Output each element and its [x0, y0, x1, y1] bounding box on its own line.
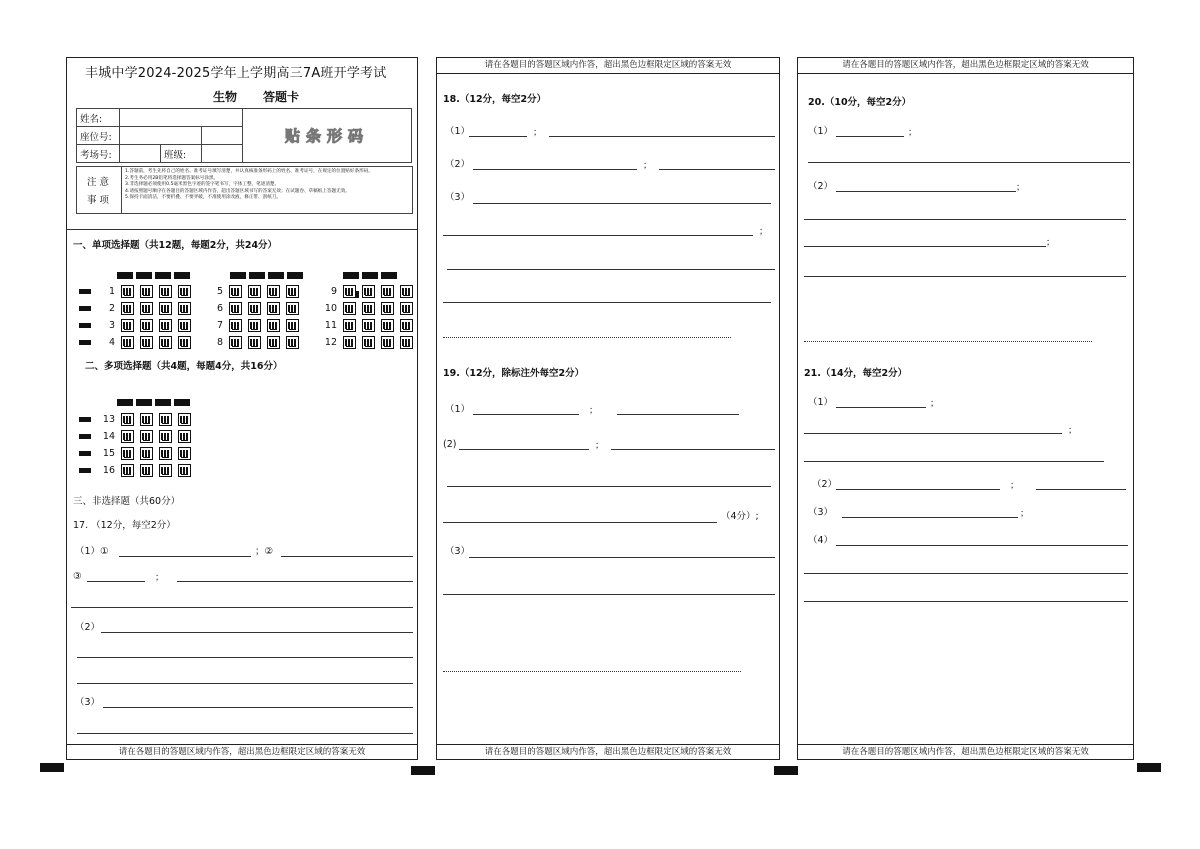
option-a-bubble[interactable] — [121, 302, 134, 315]
q17-answer-line-10[interactable] — [77, 733, 413, 734]
option-a-bubble[interactable] — [121, 447, 134, 460]
option-d-bubble[interactable] — [178, 319, 191, 332]
q21-sep-2: ； — [1068, 426, 1078, 436]
q17-p2: （2） — [75, 622, 101, 633]
mc-row-12[interactable]: 12 — [323, 336, 419, 350]
q21-p2: （2） — [812, 479, 838, 490]
option-b-bubble[interactable] — [248, 302, 261, 315]
notice-line-4: 4.请按照题号顺序在各题目的答题区域内作答，超出答题区域书写的答案无效；在试题卷、草稿纸上答题无效。 — [125, 188, 350, 194]
q21-answer-line-7[interactable] — [836, 545, 1128, 546]
mc-row-13[interactable]: 13 — [79, 413, 197, 427]
q18-p1: （1） — [445, 126, 471, 137]
option-b-bubble[interactable] — [140, 302, 153, 315]
q17-sep2: ； — [155, 573, 165, 583]
notice-line-1: 1.答题前，考生先将自己的姓名、准考证号填写清楚，并认真核准条形码上的姓名、准考证号，在规定的位置贴好条形码。 — [125, 169, 373, 174]
option-b-bubble[interactable] — [140, 285, 153, 298]
room-label: 考场号: — [77, 145, 120, 163]
mc-row-4[interactable]: 4 — [79, 336, 197, 350]
q17-answer-line-2[interactable] — [281, 556, 413, 557]
option-b-bubble[interactable] — [140, 413, 153, 426]
option-a-bubble[interactable] — [343, 302, 356, 315]
q18-sep-2: ； — [643, 161, 653, 171]
notice-line-5: 5.保持卡面清洁，不要折叠、不要弄破，不准使用涂改液、修正带、刮纸刀。 — [125, 195, 281, 201]
q20-sep-2: ； — [1016, 183, 1026, 193]
option-b-bubble[interactable] — [140, 447, 153, 460]
mc-row-10[interactable]: 10 — [323, 302, 419, 316]
q21-head: 21.（14分，每空2分） — [804, 368, 908, 379]
option-c-bubble[interactable] — [159, 285, 172, 298]
q19-sep-2: ； — [595, 441, 605, 451]
option-d-bubble[interactable] — [286, 336, 299, 349]
option-a-bubble[interactable] — [343, 285, 356, 298]
seat-field[interactable] — [120, 127, 202, 145]
q21-answer-line-9[interactable] — [804, 601, 1128, 602]
option-c-bubble[interactable] — [159, 319, 172, 332]
q19-answer-line-7[interactable] — [469, 557, 775, 558]
q17-p1: （1）① — [75, 546, 109, 557]
option-d-bubble[interactable] — [178, 430, 191, 443]
class-label: 班级: — [161, 145, 202, 163]
q21-answer-line-6[interactable] — [842, 517, 1018, 518]
mc-row-1[interactable]: 1 — [79, 285, 197, 299]
q17-answer-line-7[interactable] — [77, 657, 413, 658]
q17-answer-line-3[interactable] — [87, 581, 145, 582]
option-c-bubble[interactable] — [159, 447, 172, 460]
notice-line-3: 3.非选择题必须使用0.5毫米黑色字迹的签字笔书写，字体工整、笔迹清楚。 — [125, 182, 280, 188]
option-a-bubble[interactable] — [121, 464, 134, 477]
answer-key-bars-1 — [117, 264, 193, 283]
section1-title: 一、单项选择题（共12题，每题2分，共24分） — [73, 240, 278, 251]
q20-answer-line-6[interactable] — [804, 276, 1126, 277]
q21-answer-line-3[interactable] — [804, 461, 1104, 462]
option-b-bubble[interactable] — [248, 336, 261, 349]
seat-label: 座位号: — [77, 127, 120, 145]
exam-title: 丰城中学2024-2025学年上学期高三7A班开学考试 — [85, 66, 387, 81]
q21-answer-line-8[interactable] — [804, 573, 1128, 574]
notice-label-1: 注 意 — [87, 177, 110, 188]
q21-answer-line-2[interactable] — [804, 433, 1062, 434]
option-a-bubble[interactable] — [343, 336, 356, 349]
option-a-bubble[interactable] — [343, 319, 356, 332]
option-d-bubble[interactable] — [178, 413, 191, 426]
boundary-notice-header-2: 请在各题目的答题区域内作答，超出黑色边框限定区域的答案无效 — [437, 58, 779, 74]
barcode-area — [243, 109, 412, 163]
mc-row-9[interactable]: 9 — [323, 285, 419, 299]
option-c-bubble[interactable] — [159, 464, 172, 477]
q19-answer-line-6[interactable] — [443, 522, 717, 523]
q19-head: 19.（12分，除标注外每空2分） — [443, 368, 585, 379]
q21-p3: （3） — [808, 507, 834, 518]
option-b-bubble[interactable] — [362, 302, 375, 315]
option-d-bubble[interactable] — [286, 285, 299, 298]
option-d-bubble[interactable] — [400, 302, 413, 315]
boundary-notice-header-3: 请在各题目的答题区域内作答，超出黑色边框限定区域的答案无效 — [798, 58, 1133, 74]
option-c-bubble[interactable] — [159, 413, 172, 426]
q17-answer-line-8[interactable] — [77, 683, 413, 684]
name-label: 姓名: — [77, 109, 120, 127]
q21-answer-line-4[interactable] — [836, 489, 1000, 490]
option-b-bubble[interactable] — [362, 285, 375, 298]
seat-field-extra[interactable] — [202, 127, 243, 145]
option-b-bubble[interactable] — [248, 319, 261, 332]
boundary-notice-footer-2: 请在各题目的答题区域内作答，超出黑色边框限定区域的答案无效 — [437, 744, 779, 760]
option-b-bubble[interactable] — [140, 464, 153, 477]
option-a-bubble[interactable] — [229, 319, 242, 332]
q18-answer-line-2[interactable] — [549, 136, 775, 137]
q19-answer-line-8[interactable] — [443, 594, 775, 595]
q20-p1: （1） — [808, 126, 834, 137]
class-field[interactable] — [202, 145, 243, 163]
option-d-bubble[interactable] — [178, 336, 191, 349]
q18-answer-line-9[interactable] — [443, 337, 731, 338]
q21-sep-4: ； — [1020, 509, 1030, 519]
option-c-bubble[interactable] — [267, 336, 280, 349]
panel-right — [797, 57, 1134, 760]
option-d-bubble[interactable] — [286, 319, 299, 332]
section2-title: 二、多项选择题（共4题，每题4分，共16分） — [85, 361, 283, 372]
option-c-bubble[interactable] — [381, 319, 394, 332]
alignment-mark — [40, 763, 64, 772]
q19-p1: （1） — [445, 404, 471, 415]
mc-row-11[interactable]: 11 — [323, 319, 419, 333]
q18-p3: （3） — [445, 192, 471, 203]
answer-key-bars-4 — [117, 391, 193, 410]
option-d-bubble[interactable] — [400, 285, 413, 298]
notice-label-2: 事 项 — [87, 195, 110, 206]
panel-middle — [436, 57, 780, 760]
option-b-bubble[interactable] — [140, 430, 153, 443]
q19-answer-line-2[interactable] — [617, 414, 739, 415]
mc-row-6[interactable]: 6 — [209, 302, 305, 316]
boundary-notice-footer-3: 请在各题目的答题区域内作答，超出黑色边框限定区域的答案无效 — [798, 744, 1133, 760]
option-c-bubble[interactable] — [267, 285, 280, 298]
q18-sep-1: ； — [533, 128, 543, 138]
q20-sep-1: ； — [908, 128, 918, 138]
student-info-table — [76, 108, 412, 163]
mc-row-2[interactable]: 2 — [79, 302, 197, 316]
option-c-bubble[interactable] — [159, 302, 172, 315]
option-d-bubble[interactable] — [178, 302, 191, 315]
q21-answer-line-5[interactable] — [1036, 489, 1126, 490]
option-a-bubble[interactable] — [229, 285, 242, 298]
mc-row-8[interactable]: 8 — [209, 336, 305, 350]
option-d-bubble[interactable] — [286, 302, 299, 315]
q18-answer-line-3[interactable] — [473, 169, 637, 170]
option-b-bubble[interactable] — [140, 336, 153, 349]
q17-p3: （3） — [75, 697, 101, 708]
q17-p1b: ③ — [73, 571, 82, 582]
section3-title: 三、非选择题（共60分） — [73, 496, 181, 507]
option-d-bubble[interactable] — [178, 285, 191, 298]
q19-answer-line-5[interactable] — [447, 486, 771, 487]
q18-p2: （2） — [445, 159, 471, 170]
option-c-bubble[interactable] — [381, 285, 394, 298]
alignment-mark — [774, 766, 798, 775]
option-b-bubble[interactable] — [248, 285, 261, 298]
q21-answer-line-1[interactable] — [836, 407, 926, 408]
panel-left — [66, 57, 418, 760]
option-b-bubble[interactable] — [362, 319, 375, 332]
q20-sep-3: ； — [1046, 238, 1056, 248]
option-a-bubble[interactable] — [229, 336, 242, 349]
q18-sep-3: ； — [759, 227, 769, 237]
q21-sep-1: ； — [930, 399, 940, 409]
q17-answer-line-1[interactable] — [119, 556, 251, 557]
q19-answer-line-4[interactable] — [611, 449, 775, 450]
q18-answer-line-1[interactable] — [469, 136, 527, 137]
q19-p2: (2) — [443, 439, 457, 450]
q19-answer-line-3[interactable] — [459, 449, 589, 450]
q20-answer-line-5[interactable] — [804, 246, 1046, 247]
mc-row-14[interactable]: 14 — [79, 430, 197, 444]
option-c-bubble[interactable] — [159, 430, 172, 443]
q20-answer-line-2[interactable] — [808, 162, 1130, 163]
q20-answer-line-4[interactable] — [804, 219, 1126, 220]
option-c-bubble[interactable] — [267, 302, 280, 315]
mc-row-3[interactable]: 3 — [79, 319, 197, 333]
q18-head: 18.（12分，每空2分） — [443, 94, 547, 105]
subject-label: 生物 — [213, 90, 238, 104]
q19-answer-line-1[interactable] — [473, 414, 579, 415]
card-label: 答题卡 — [263, 90, 300, 104]
q17-answer-line-5[interactable] — [71, 607, 413, 608]
mc-row-15[interactable]: 15 — [79, 447, 197, 461]
option-b-bubble[interactable] — [140, 319, 153, 332]
q19-note: （4分）; — [721, 511, 759, 522]
q19-p3: （3） — [445, 546, 471, 557]
q20-head: 20.（10分，每空2分） — [808, 97, 912, 108]
q18-answer-line-6[interactable] — [443, 235, 753, 236]
answer-key-bars-2 — [230, 264, 306, 283]
option-a-bubble[interactable] — [121, 336, 134, 349]
q20-answer-line-7[interactable] — [804, 341, 1092, 342]
option-d-bubble[interactable] — [178, 464, 191, 477]
notice-text — [125, 169, 411, 202]
option-d-bubble[interactable] — [400, 336, 413, 349]
q18-answer-line-5[interactable] — [473, 203, 771, 204]
q21-p4: （4） — [808, 535, 834, 546]
q17-answer-line-4[interactable] — [177, 581, 413, 582]
q18-answer-line-4[interactable] — [659, 169, 775, 170]
q18-answer-line-7[interactable] — [447, 269, 775, 270]
notice-box — [76, 166, 413, 214]
option-b-bubble[interactable] — [362, 336, 375, 349]
alignment-mark — [411, 766, 435, 775]
option-a-bubble[interactable] — [229, 302, 242, 315]
option-a-bubble[interactable] — [121, 285, 134, 298]
name-field[interactable] — [120, 109, 243, 127]
option-c-bubble[interactable] — [381, 302, 394, 315]
q17-head: 17. （12分，每空2分） — [73, 520, 176, 531]
q19-answer-line-9[interactable] — [443, 671, 741, 672]
q17-sep1: ；② — [255, 546, 274, 557]
option-c-bubble[interactable] — [267, 319, 280, 332]
q20-answer-line-1[interactable] — [836, 136, 904, 137]
option-c-bubble[interactable] — [159, 336, 172, 349]
boundary-notice-footer-1: 请在各题目的答题区域内作答，超出黑色边框限定区域的答案无效 — [67, 744, 417, 760]
q21-p1: （1） — [808, 397, 834, 408]
option-d-bubble[interactable] — [400, 319, 413, 332]
option-a-bubble[interactable] — [121, 413, 134, 426]
q17-answer-line-6[interactable] — [101, 632, 413, 633]
q21-sep-3: ； — [1010, 481, 1020, 491]
notice-line-2: 2.考生务必用2B铅笔将选择题答案标号涂黑。 — [125, 175, 219, 181]
mc-row-16[interactable]: 16 — [79, 464, 197, 478]
q20-answer-line-3[interactable] — [836, 191, 1016, 192]
mc-row-7[interactable]: 7 — [209, 319, 305, 333]
option-c-bubble[interactable] — [381, 336, 394, 349]
q18-answer-line-8[interactable] — [443, 302, 771, 303]
q20-p2: （2） — [808, 181, 834, 192]
option-a-bubble[interactable] — [121, 319, 134, 332]
option-d-bubble[interactable] — [178, 447, 191, 460]
room-field[interactable] — [120, 145, 161, 163]
q19-sep-1: ； — [589, 406, 599, 416]
option-a-bubble[interactable] — [121, 430, 134, 443]
barcode-label: 贴条形码 — [284, 127, 369, 145]
alignment-mark — [1137, 763, 1161, 772]
q17-answer-line-9[interactable] — [103, 707, 413, 708]
mc-row-5[interactable]: 5 — [209, 285, 305, 299]
